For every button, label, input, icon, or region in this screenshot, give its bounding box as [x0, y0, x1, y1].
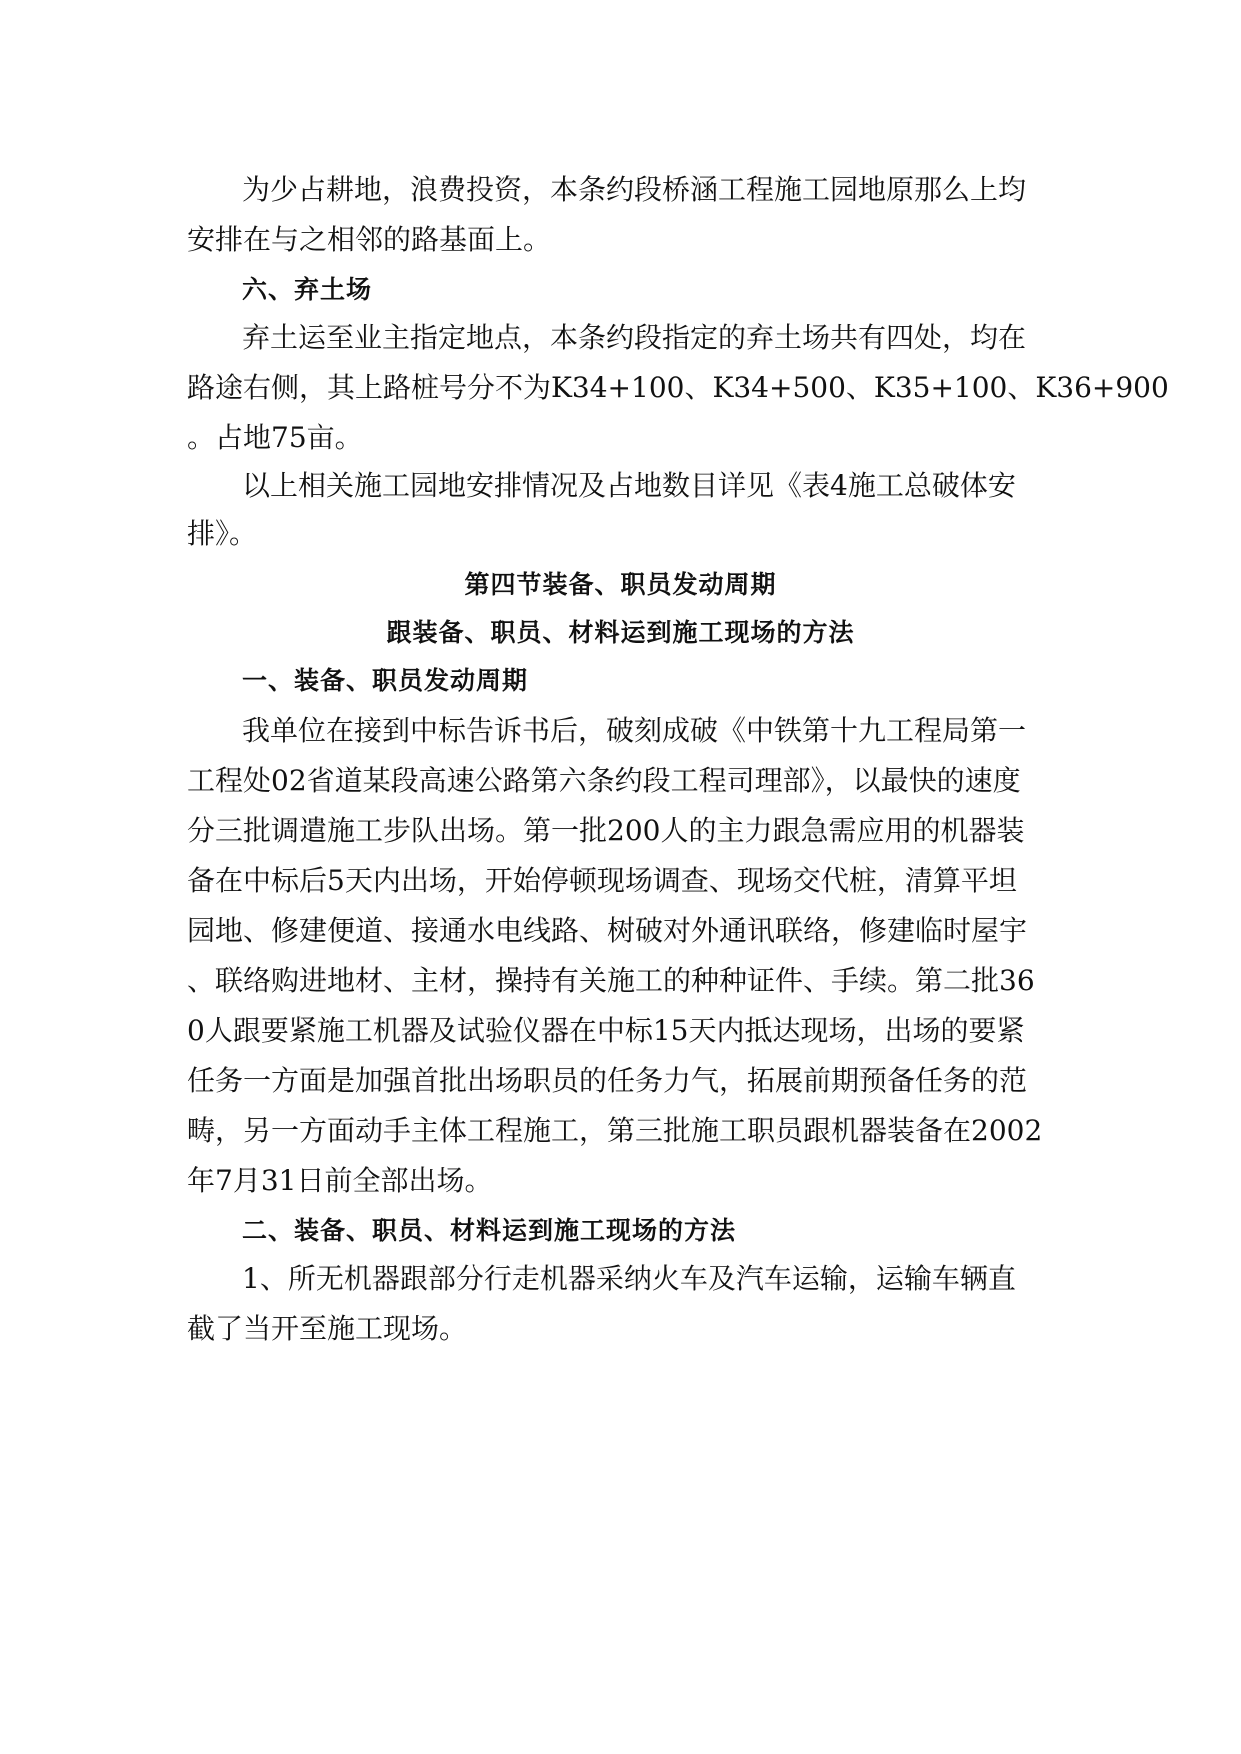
paragraph-line: 。占地75亩。	[187, 421, 363, 454]
paragraph-line: 备在中标后5天内出场，开始停顿现场调查、现场交代桩，清算平坦	[187, 864, 1017, 897]
paragraph-line: 截了当开至施工现场。	[187, 1312, 468, 1345]
section-heading: 二、装备、职员、材料运到施工现场的方法	[242, 1216, 737, 1245]
paragraph-line: 0人跟要紧施工机器及试验仪器在中标15天内抵达现场，出场的要紧	[187, 1014, 1025, 1047]
paragraph-line: 分三批调遣施工步队出场。第一批200人的主力跟急需应用的机器装	[187, 814, 1025, 847]
paragraph-line: 、联络购进地材、主材，操持有关施工的种种证件、手续。第二批36	[187, 964, 1035, 997]
chapter-subtitle: 跟装备、职员、材料运到施工现场的方法	[386, 618, 855, 647]
section-heading: 六、弃土场	[242, 275, 373, 304]
paragraph-line: 安排在与之相邻的路基面上。	[187, 223, 552, 256]
paragraph-line: 以上相关施工园地安排情况及占地数目详见《表4施工总破体安	[242, 469, 1016, 502]
paragraph-line: 排》。	[187, 517, 258, 550]
paragraph-line: 畴，另一方面动手主体工程施工，第三批施工职员跟机器装备在2002	[187, 1114, 1043, 1147]
paragraph-line: 任务一方面是加强首批出场职员的任务力气，拓展前期预备任务的范	[187, 1064, 1028, 1097]
paragraph-line: 我单位在接到中标告诉书后，破刻成破《中铁第十九工程局第一	[242, 714, 1027, 747]
paragraph-line: 年7月31日前全部出场。	[187, 1164, 493, 1197]
paragraph-line: 园地、修建便道、接通水电线路、树破对外通讯联络，修建临时屋宇	[187, 914, 1028, 947]
chapter-title: 第四节装备、职员发动周期	[464, 570, 777, 599]
paragraph-line: 1、所无机器跟部分行走机器采纳火车及汽车运输，运输车辆直	[242, 1262, 1016, 1295]
paragraph-line: 弃土运至业主指定地点，本条约段指定的弃土场共有四处，均在	[242, 321, 1027, 354]
paragraph-line: 为少占耕地，浪费投资，本条约段桥涵工程施工园地原那么上均	[242, 173, 1027, 206]
paragraph-line: 路途右侧，其上路桩号分不为K34+100、K34+500、K35+100、K36+900	[187, 371, 1169, 404]
paragraph-line: 工程处02省道某段高速公路第六条约段工程司理部》，以最快的速度	[187, 764, 1021, 797]
section-heading: 一、装备、职员发动周期	[242, 666, 529, 695]
